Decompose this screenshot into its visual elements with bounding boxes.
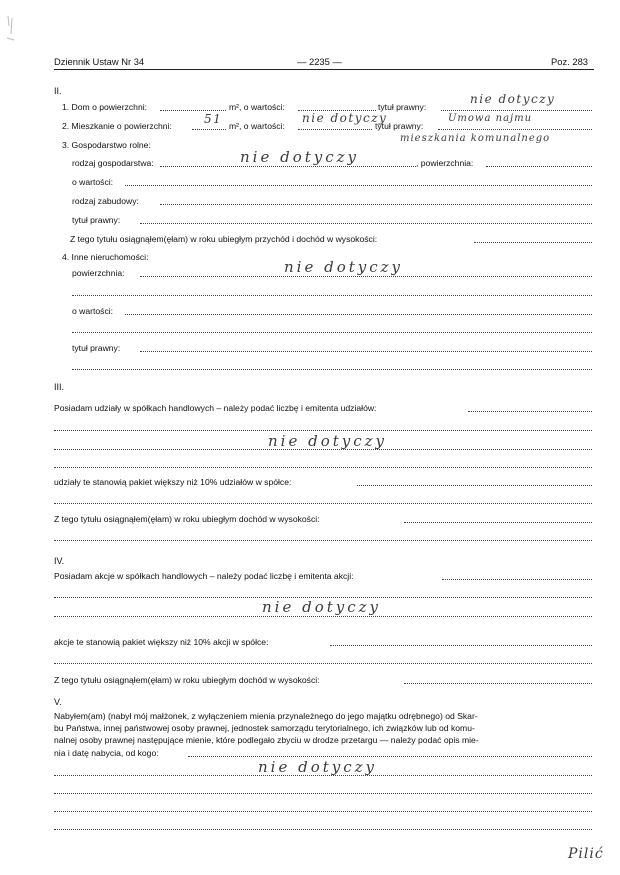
- shares-income-field[interactable]: [404, 522, 592, 523]
- other-property-label: 4. Inne nieruchomości:: [62, 252, 149, 262]
- stocks-packet-field-line-2[interactable]: [54, 663, 592, 664]
- other-area-field[interactable]: [140, 276, 592, 277]
- flat-area-field[interactable]: [192, 129, 226, 130]
- farm-income-label: Z tego tytułu osiągnąłem(ęłam) w roku ubiegłym przychód i dochód w wysokości:: [70, 234, 378, 244]
- other-title-field-line-2[interactable]: [72, 369, 592, 370]
- other-area-field-line-2[interactable]: [72, 295, 592, 296]
- shares-field-line-3[interactable]: [54, 449, 592, 450]
- flat-value-label: m², o wartości:: [229, 121, 285, 131]
- flat-title-field[interactable]: [438, 129, 592, 130]
- flat-area-handwriting: 51: [204, 112, 223, 126]
- farm-label: 3. Gospodarstwo rolne:: [62, 140, 151, 150]
- section-iv-numeral: IV.: [54, 556, 65, 566]
- house-title-handwriting: nie dotyczy: [470, 92, 556, 106]
- farm-handwriting: nie dotyczy: [240, 148, 360, 166]
- farm-type-label: rodzaj gospodarstwa:: [72, 158, 154, 168]
- house-area-label: 1. Dom o powierzchni:: [62, 102, 148, 112]
- stocks-label: Posiadam akcje w spółkach handlowych – należy podać liczbę i emitenta akcji:: [54, 571, 354, 581]
- acquired-text-line-4: nia i datę nabycia, od kogo:: [54, 748, 159, 758]
- acquired-field-line-4[interactable]: [54, 811, 592, 812]
- farm-area-label: , powierzchnia:: [416, 158, 474, 168]
- farm-title-field[interactable]: [140, 223, 592, 224]
- farm-title-label: tytuł prawny:: [72, 215, 121, 225]
- other-area-label: powierzchnia:: [72, 268, 125, 278]
- header-rule: [54, 69, 594, 70]
- other-value-label: o wartości:: [72, 306, 114, 316]
- farm-buildings-label: rodzaj zabudowy:: [72, 196, 139, 206]
- acquired-field[interactable]: [188, 756, 592, 757]
- shares-field[interactable]: [468, 411, 592, 412]
- stocks-field[interactable]: [442, 579, 592, 580]
- acquired-text-line-2: bu Państwa, innej państwowej osoby prawnej, jednostek samorządu terytorialnego, ich związków lub od komu-: [54, 722, 475, 733]
- farm-value-field[interactable]: [125, 185, 592, 186]
- acquired-property-text: [54, 711, 596, 746]
- flat-title-label: tytuł prawny:: [375, 121, 424, 131]
- section-v-numeral: V.: [54, 697, 62, 707]
- flat-value-field[interactable]: [298, 129, 372, 130]
- shares-field-line-4[interactable]: [54, 467, 592, 468]
- stocks-handwriting: nie dotyczy: [262, 598, 382, 616]
- flat-title-handwriting-2: mieszkania komunalnego: [400, 133, 551, 144]
- shares-field-line-2[interactable]: [54, 430, 592, 431]
- shares-packet-field-line-2[interactable]: [54, 503, 592, 504]
- other-title-label: tytuł prawny:: [72, 343, 121, 353]
- signature-initials: Pilić: [568, 846, 604, 862]
- other-handwriting: nie dotyczy: [284, 258, 404, 276]
- shares-income-field-line-2[interactable]: [54, 540, 592, 541]
- shares-handwriting: nie dotyczy: [268, 432, 388, 450]
- other-value-field-line-2[interactable]: [72, 332, 592, 333]
- flat-title-handwriting-1: Umowa najmu: [448, 113, 533, 124]
- house-value-label: m², o wartości:: [229, 102, 285, 112]
- acquired-handwriting: nie dotyczy: [258, 758, 378, 776]
- farm-buildings-field[interactable]: [160, 204, 592, 205]
- stocks-income-label: Z tego tytułu osiągnąłem(ęłam) w roku ubiegłym dochód w wysokości:: [54, 675, 320, 685]
- acquired-text-line-3: nalnej osoby prawnej następujące mienie, które podlegało zbyciu w drodze przetargu — należy podać opis mie-: [54, 734, 479, 745]
- other-value-field[interactable]: [125, 314, 592, 315]
- house-area-field[interactable]: [160, 110, 226, 111]
- section-ii-numeral: II.: [54, 86, 62, 96]
- farm-area-field[interactable]: [486, 166, 592, 167]
- flat-value-handwriting: nie dotyczy: [302, 111, 388, 125]
- stocks-packet-label: akcje te stanowią pakiet większy niż 10% akcji w spółce:: [54, 637, 269, 647]
- stocks-income-field[interactable]: [404, 683, 592, 684]
- section-iii-numeral: III.: [54, 382, 65, 392]
- farm-type-field[interactable]: [160, 166, 416, 167]
- stocks-packet-field[interactable]: [330, 645, 592, 646]
- house-title-field[interactable]: [441, 110, 592, 111]
- acquired-text-line-1: Nabyłem(am) (nabył mój małżonek, z wyłączeniem mienia przynależnego do jego majątku odrębnego) od Skar-: [54, 711, 478, 721]
- page-number: — 2235 —: [297, 56, 342, 67]
- farm-value-label: o wartości:: [72, 177, 114, 187]
- shares-label: Posiadam udziały w spółkach handlowych – należy podać liczbę i emitenta udziałów:: [54, 403, 377, 413]
- acquired-field-line-5[interactable]: [54, 829, 592, 830]
- stocks-field-line-3[interactable]: [54, 616, 592, 617]
- flat-area-label: 2. Mieszkanie o powierzchni:: [62, 121, 172, 131]
- farm-income-field[interactable]: [474, 242, 592, 243]
- shares-packet-field[interactable]: [357, 485, 592, 486]
- acquired-field-line-3[interactable]: [54, 793, 592, 794]
- shares-income-label: Z tego tytułu osiągnąłem(ęłam) w roku ubiegłym dochód w wysokości:: [54, 514, 320, 524]
- scan-edge-mark: [2, 14, 20, 42]
- acquired-field-line-2[interactable]: [54, 775, 592, 776]
- position-number: Poz. 283: [551, 56, 589, 67]
- journal-title: Dziennik Ustaw Nr 34: [54, 56, 145, 67]
- house-title-label: tytuł prawny:: [378, 102, 427, 112]
- shares-packet-label: udziały te stanowią pakiet większy niż 10% udziałów w spółce:: [54, 477, 292, 487]
- other-title-field[interactable]: [140, 351, 592, 352]
